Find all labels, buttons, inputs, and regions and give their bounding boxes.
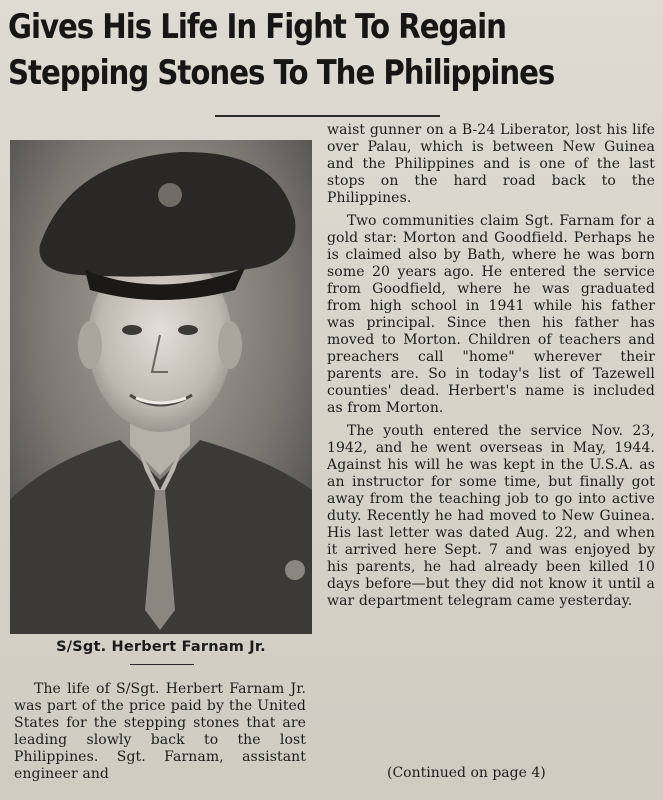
caption-rule	[130, 664, 194, 665]
photo-caption: S/Sgt. Herbert Farnam Jr.	[56, 639, 266, 655]
right-paragraph-3: The youth entered the service Nov. 23, 1942, and he went overseas in May, 1944. Against his will he was kept in the U.S.A. as an instructor for some time, but finally got away from the teaching job to go into active duty. Recently he had moved to New Guinea. His last letter was dated Aug. 22, and when it arrived here Sept. 7 and was enjoyed by his parents, he had already been killed 10 days before—but they did not know it until a war department telegram came yesterday.	[327, 423, 655, 609]
headline-line-1: Gives His Life In Fight To Regain	[8, 7, 506, 47]
left-column	[14, 681, 306, 783]
headline-rule	[215, 115, 440, 117]
continuation-note: (Continued on page 4)	[387, 765, 546, 781]
right-column	[327, 122, 655, 610]
soldier-portrait-image	[10, 140, 312, 634]
headline-line-2: Stepping Stones To The Philippines	[8, 53, 555, 93]
portrait-photo	[10, 140, 312, 634]
left-paragraph: The life of S/Sgt. Herbert Farnam Jr. was part of the price paid by the United States for the stepping stones that are leading slowly back to the lost Philippines. Sgt. Farnam, assistant engineer and	[14, 681, 306, 782]
headline	[8, 4, 567, 96]
right-paragraph-2: Two communities claim Sgt. Farnam for a gold star: Morton and Goodfield. Perhaps he is claimed also by Bath, where he was born some 20 years ago. He entered the service from Goodfield, where he was graduated from high school in 1941 while his father was principal. Since then his father has moved to Morton. Children of teachers and preachers call "home" wherever their parents are. So in today's list of Tazewell counties' dead. Herbert's name is included as from Morton.	[327, 213, 655, 416]
right-paragraph-1: waist gunner on a B-24 Liberator, lost his life over Palau, which is between New Guinea and the Philippines and is one of the last stops on the hard road back to the Philippines.	[327, 122, 655, 206]
